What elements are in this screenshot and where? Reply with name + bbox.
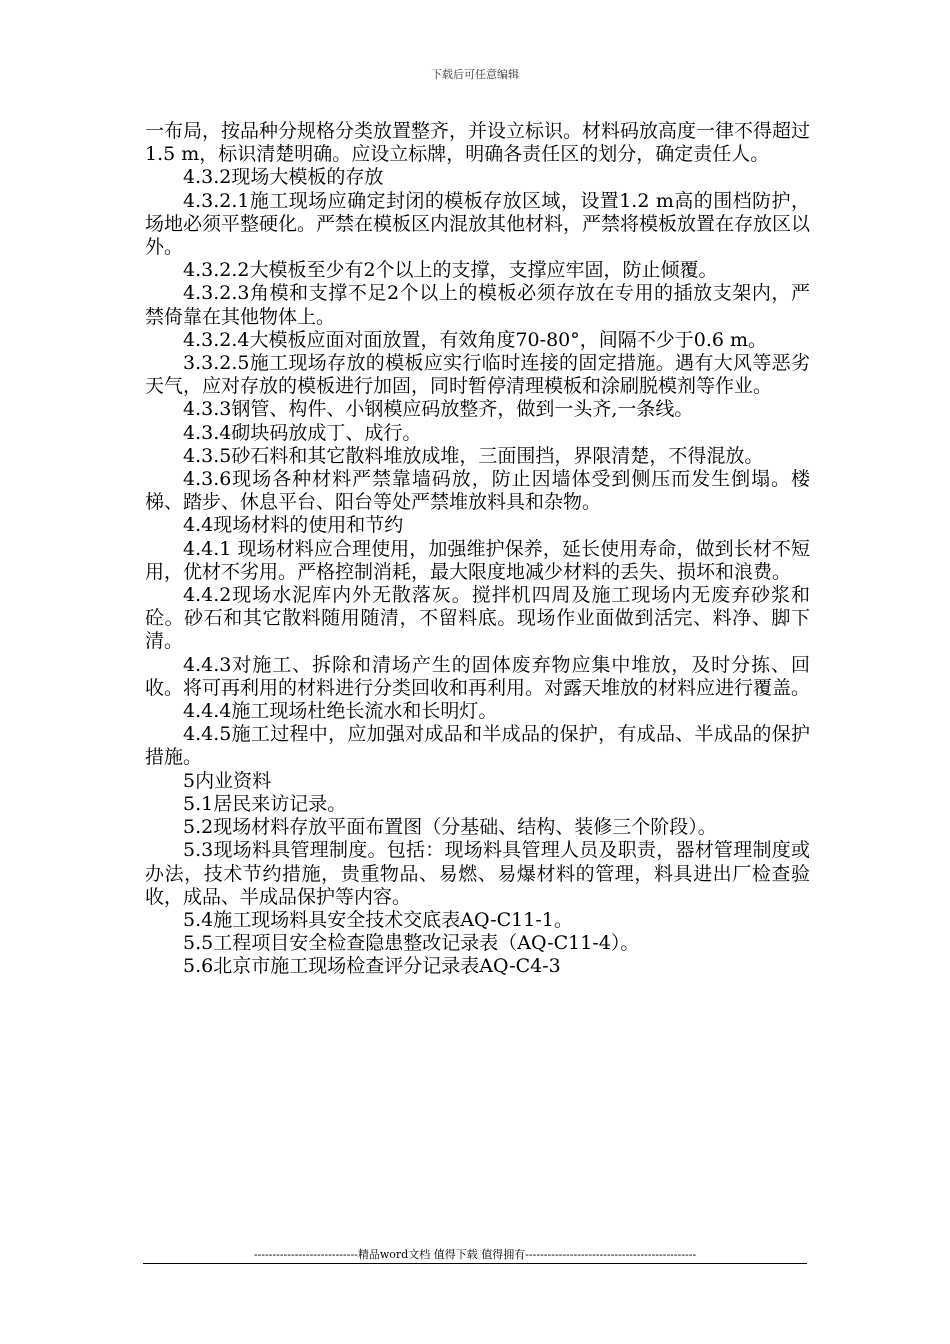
page-footer: ----------------------------精品word文档 值得下载 值得拥有---------------------------------------------- [253, 1248, 697, 1261]
footer-divider [143, 1263, 807, 1264]
paragraph: 4.4.2现场水泥库内外无散落灰。搅拌机四周及施工现场内无废弃砂浆和砼。砂石和其它散料随用随清，不留料底。现场作业面做到活完、料净、脚下清。 [145, 584, 810, 653]
paragraph: 4.3.6现场各种材料严禁靠墙码放，防止因墙体受到侧压而发生倒塌。楼梯、踏步、休息平台、阳台等处严禁堆放料具和杂物。 [145, 468, 810, 514]
paragraph: 4.3.4砌块码放成丁、成行。 [183, 421, 422, 444]
paragraph: 4.3.2.1施工现场应确定封闭的模板存放区域，设置1.2 m高的围档防护，场地必须平整硬化。严禁在模板区内混放其他材料，严禁将模板放置在存放区以外。 [145, 189, 811, 259]
paragraph: 4.3.3钢管、构件、小钢模应码放整齐，做到一头齐,一条线。 [183, 398, 694, 421]
paragraph: 5.1居民来访记录。 [183, 792, 347, 815]
paragraph: 3.3.2.5施工现场存放的模板应实行临时连接的固定措施。遇有大风等恶劣天气，应对存放的模板进行加固，同时暂停清理模板和涂刷脱模剂等作业。 [145, 352, 810, 398]
page-header: 下载后可任意编辑 [431, 68, 519, 81]
paragraph: 4.3.2.3角模和支撑不足2个以上的模板必须存放在专用的插放支架内，严禁倚靠在其他物体上。 [145, 282, 810, 328]
paragraph: 4.4.3对施工、拆除和清场产生的固体废弃物应集中堆放，及时分拣、回收。将可再利用的材料进行分类回收和再利用。对露天堆放的材料应进行覆盖。 [145, 653, 811, 699]
paragraph: 5.5工程项目安全检查隐患整改记录表（AQ-C11-4）。 [183, 932, 640, 955]
paragraph: 4.3.2.4大模板应面对面放置，有效角度70-80°，间隔不少于0.6 m。 [183, 328, 768, 351]
paragraph: 5.3现场料具管理制度。包括：现场料具管理人员及职责，器材管理制度或办法，技术节约措施，贵重物品、易燃、易爆材料的管理，料具进出厂检查验收，成品、半成品保护等内容。 [145, 839, 810, 908]
paragraph: 一布局，按品种分规格分类放置整齐，并设立标识。材料码放高度一律不得超过1.5 m，标识清楚明确。应设立标牌，明确各责任区的划分，确定责任人。 [145, 120, 811, 166]
paragraph: 4.4.4施工现场杜绝长流水和长明灯。 [183, 700, 498, 723]
document-body [145, 120, 810, 979]
paragraph: 4.4.5施工过程中，应加强对成品和半成品的保护，有成品、半成品的保护措施。 [145, 723, 810, 769]
paragraph: 5.4施工现场料具安全技术交底表AQ-C11-1。 [183, 908, 573, 931]
section-heading: 5内业资料 [183, 769, 272, 792]
paragraph: 5.2现场材料存放平面布置图（分基础、结构、装修三个阶段）。 [183, 816, 717, 839]
paragraph: 4.3.2现场大模板的存放 [183, 166, 384, 189]
paragraph: 4.4.1 现场材料应合理使用，加强维护保养，延长使用寿命，做到长材不短用，优材不劣用。严格控制消耗，最大限度地减少材料的丢失、损坏和浪费。 [145, 537, 810, 583]
paragraph: 4.3.5砂石料和其它散料堆放成堆，三面围挡，界限清楚，不得混放。 [183, 444, 764, 467]
paragraph: 5.6北京市施工现场检查评分记录表AQ-C4-3 [183, 955, 561, 978]
section-heading: 4.4现场材料的使用和节约 [183, 514, 404, 537]
paragraph: 4.3.2.2大模板至少有2个以上的支撑，支撑应牢固，防止倾覆。 [183, 259, 718, 282]
